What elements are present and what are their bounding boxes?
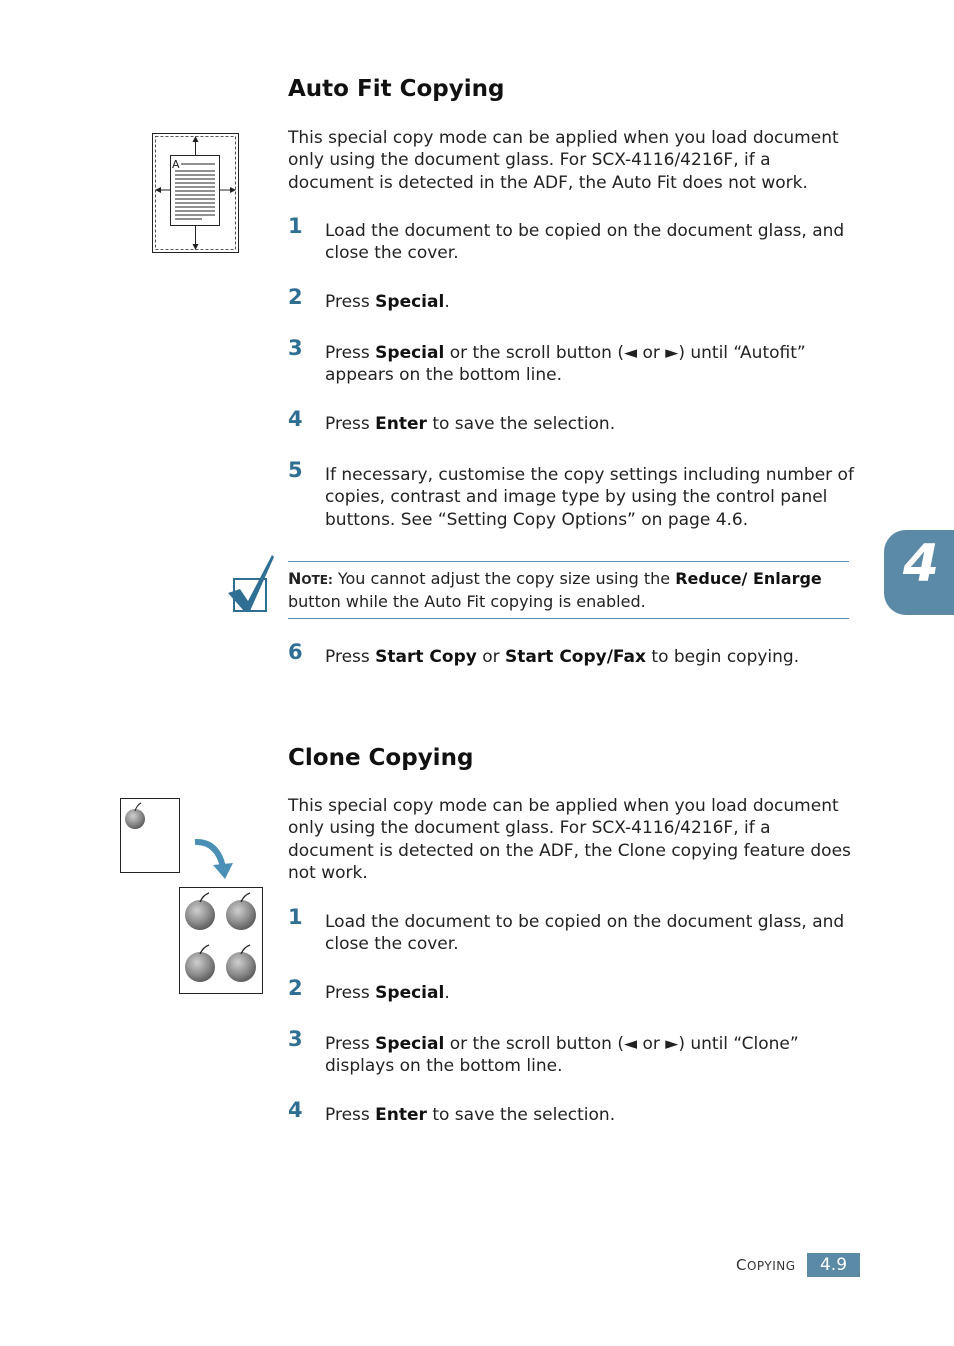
step-text: Load the document to be copied on the document glass, and close the cover. bbox=[325, 221, 845, 264]
footer-section-label: COPYING bbox=[736, 1256, 796, 1274]
step-text: Press Enter to save the selection. bbox=[325, 1105, 616, 1125]
step-number: 4 bbox=[288, 407, 303, 431]
step-number: 1 bbox=[288, 214, 303, 238]
note-text: NOTE: You cannot adjust the copy size using the Reduce/ Enlarge button while the Auto Fit copying is enabled. bbox=[288, 569, 822, 611]
chapter-tab bbox=[884, 530, 954, 615]
step-text: Load the document to be copied on the document glass, and close the cover. bbox=[325, 912, 845, 955]
step-number: 3 bbox=[288, 336, 303, 360]
section-title-clone: Clone Copying bbox=[288, 745, 474, 771]
step-text: Press Special. bbox=[325, 292, 450, 312]
clone-illustration bbox=[119, 797, 265, 1001]
step-number: 1 bbox=[288, 905, 303, 929]
step-number: 4 bbox=[288, 1098, 303, 1122]
page-number: 4.9 bbox=[807, 1253, 860, 1277]
section2-intro: This special copy mode can be applied when you load document only using the document glass. For SCX-4116/4216F, if a document is detected on the ADF, the Clone copying feature does not work. bbox=[288, 796, 851, 883]
step-number: 6 bbox=[288, 640, 303, 664]
note-box bbox=[288, 561, 849, 619]
chapter-number: 4 bbox=[902, 534, 940, 594]
step-text: Press Special or the scroll button (◄ or ►) until “Autofit” appears on the bottom line. bbox=[325, 343, 806, 386]
note-label: NOTE: bbox=[288, 569, 333, 588]
figure-letter: A bbox=[172, 158, 180, 171]
step-text: Press Enter to save the selection. bbox=[325, 414, 616, 434]
checkmark-note-icon bbox=[226, 553, 276, 617]
auto-fit-illustration bbox=[152, 133, 239, 257]
step-number: 5 bbox=[288, 458, 303, 482]
section1-intro: This special copy mode can be applied when you load document only using the document glass. For SCX-4116/4216F, if a document is detected in the ADF, the Auto Fit does not work. bbox=[288, 128, 839, 193]
step-text: If necessary, customise the copy settings including number of copies, contrast and image type by using the control panel buttons. See “Setting Copy Options” on page 4.6. bbox=[325, 465, 854, 530]
section-title-auto-fit: Auto Fit Copying bbox=[288, 76, 505, 102]
step-number: 3 bbox=[288, 1027, 303, 1051]
step-number: 2 bbox=[288, 285, 303, 309]
step-text: Press Special or the scroll button (◄ or ►) until “Clone” displays on the bottom line. bbox=[325, 1034, 799, 1077]
step-number: 2 bbox=[288, 976, 303, 1000]
step-text: Press Start Copy or Start Copy/Fax to begin copying. bbox=[325, 647, 800, 667]
step-text: Press Special. bbox=[325, 983, 450, 1003]
